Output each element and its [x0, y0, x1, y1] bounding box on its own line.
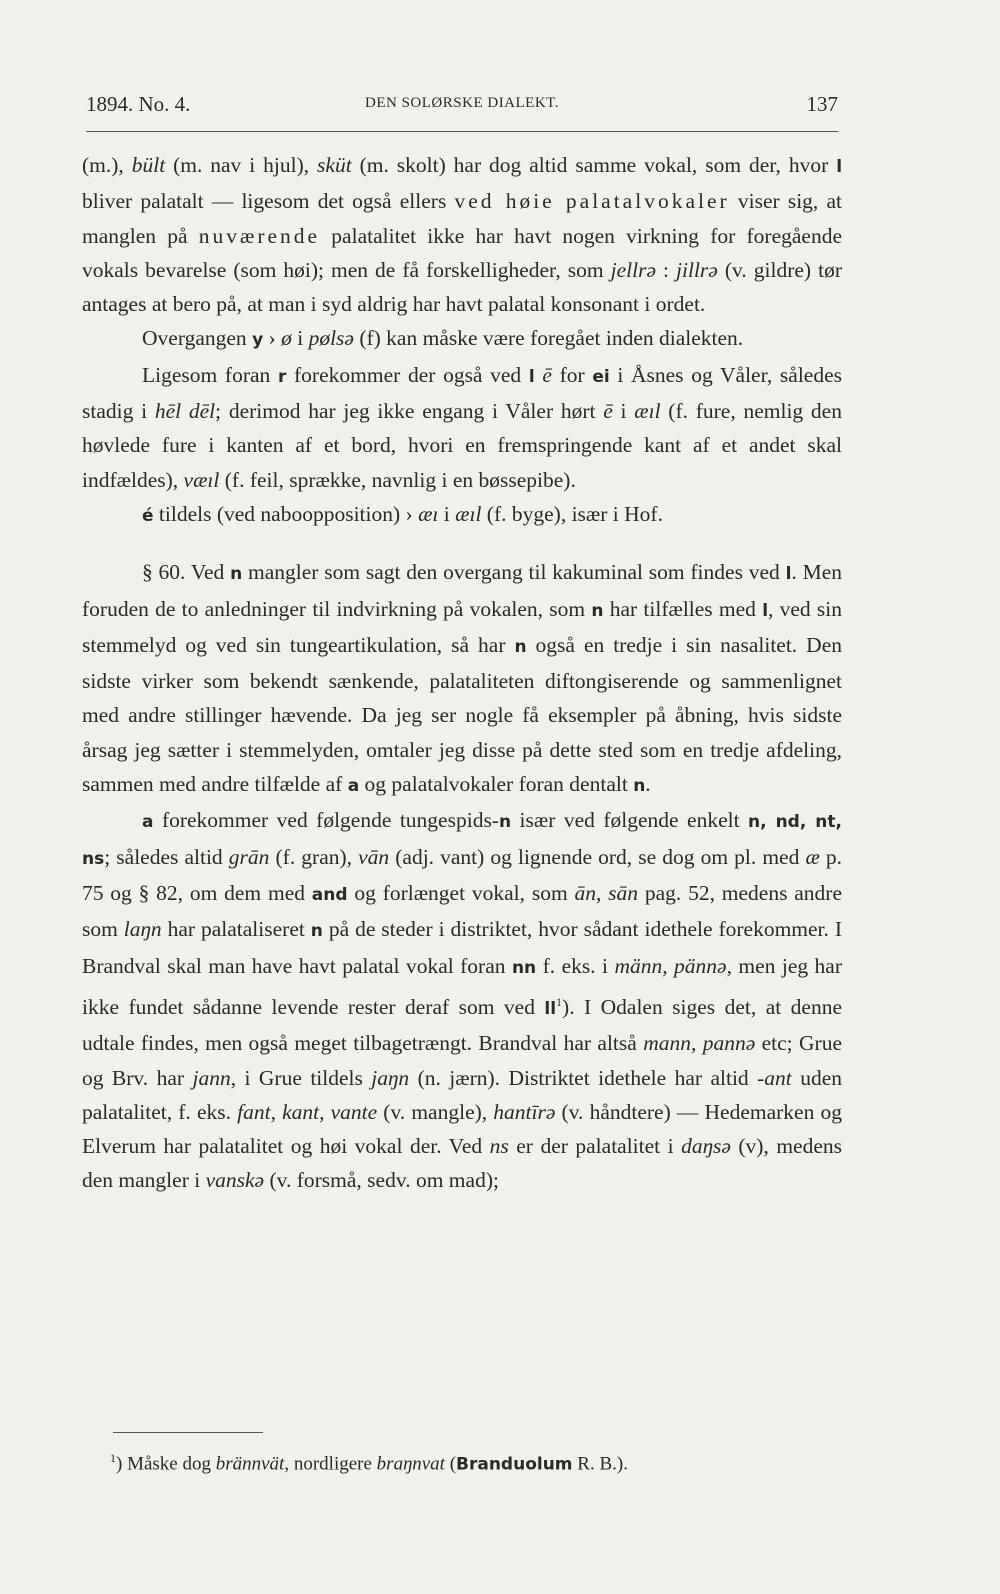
- paragraph-3: Ligesom foran r forekommer der også ved l ē for ei i Åsnes og Våler, således stadig i hēl dēl; derimod har jeg ikke engang i Våler hørt ē i æıl (f. fure, nemlig den høvlede fure i kanten af et bord, hvori en fremspringende kant af et andet skal indfældes), væıl (f. feil, sprække, navnlig i en bøssepibe).: [82, 362, 843, 492]
- paragraph-2: Overgangen y › ø i pølsə (f) kan måske være foregået inden dialekten.: [142, 326, 744, 351]
- section-60: § 60. Ved n mangler som sagt den overgang til kakuminal som findes ved l. Men foruden de to anledninger til indvirkning på vokalen, som n har tilfælles med l, ved sin stemmelyd og ved sin tungeartikulation, så har n også en tredje i sin nasalitet. Den sidste virker som bekendt sænkende, palataliteten diftongiserende og sammenlignet med andre stillinger hævende. Da jeg ser nogle få eksempler på åbning, hvis sidste årsag jeg sætter i stemmelyden, omtaler jeg disse på dette sted som en tredje afdeling, sammen med andre tilfælde af a og palatalvokaler foran dentalt n.: [82, 560, 843, 797]
- body-text: [82, 148, 842, 1198]
- issue-label: 1894. No. 4.: [86, 92, 191, 116]
- footnote-ref[interactable]: 1: [556, 994, 563, 1009]
- running-title: DEN SOLØRSKE DIALEKT.: [365, 95, 559, 111]
- header-rule: [86, 131, 838, 132]
- footnote-rule: [113, 1432, 263, 1433]
- footnote-marker: 1: [110, 1451, 116, 1465]
- footnote: $^1$) Måske dog brännvät, nordligere braŋnvat (Branduolum R. B.).: [110, 1451, 628, 1475]
- paragraph-1: (m.), bült (m. nav i hjul), sküt (m. skolt) har dog altid samme vokal, som der, hvor l bliver palatalt — ligesom det også ellers ved høie palatalvokaler viser sig, at manglen på nuværende palatalitet ikke har havt nogen virkning for foregående vokals bevarelse (som høi); men de få forskelligheder, som jellrə : jillrə (v. gildre) tør antages at bero på, at man i syd aldrig har havt palatal konsonant i ordet.: [82, 153, 843, 317]
- paragraph-4: é tildels (ved naboopposition) › æı i æıl (f. byge), især i Hof.: [142, 501, 663, 526]
- paragraph-6: a forekommer ved følgende tungespids-n især ved følgende enkelt n, nd, nt, ns; således altid grān (f. gran), vān (adj. vant) og lignende ord, se dog om pl. med æ p. 75 og § 82, om dem med and og forlænget vokal, som ān, sān pag. 52, medens andre som laŋn har palataliseret n på de steder i distriktet, hvor sådant idethele forekommer. I Brandval skal man have havt palatal vokal foran nn f. eks. i männ, pännə, men jeg har ikke fundet sådanne levende rester deraf som ved $ll^1$). I Odalen siges det, at denne udtale findes, men også meget tilbagetrængt. Brandval har altså mann, pannə etc; Grue og Brv. har jann, i Grue tildels jaŋn (n. jærn). Distriktet idethele har altid -ant uden palatalitet, f. eks. fant, kant, vante (v. mangle), hantīrə (v. håndtere) — Hedemarken og Elverum har palatalitet og høi vokal der. Ved ns er der palatalitet i daŋsə (v), medens den mangler i vanskə (v. forsmå, sedv. om mad);: [82, 808, 843, 1193]
- running-header: [86, 92, 838, 128]
- page-number: 137: [806, 92, 838, 116]
